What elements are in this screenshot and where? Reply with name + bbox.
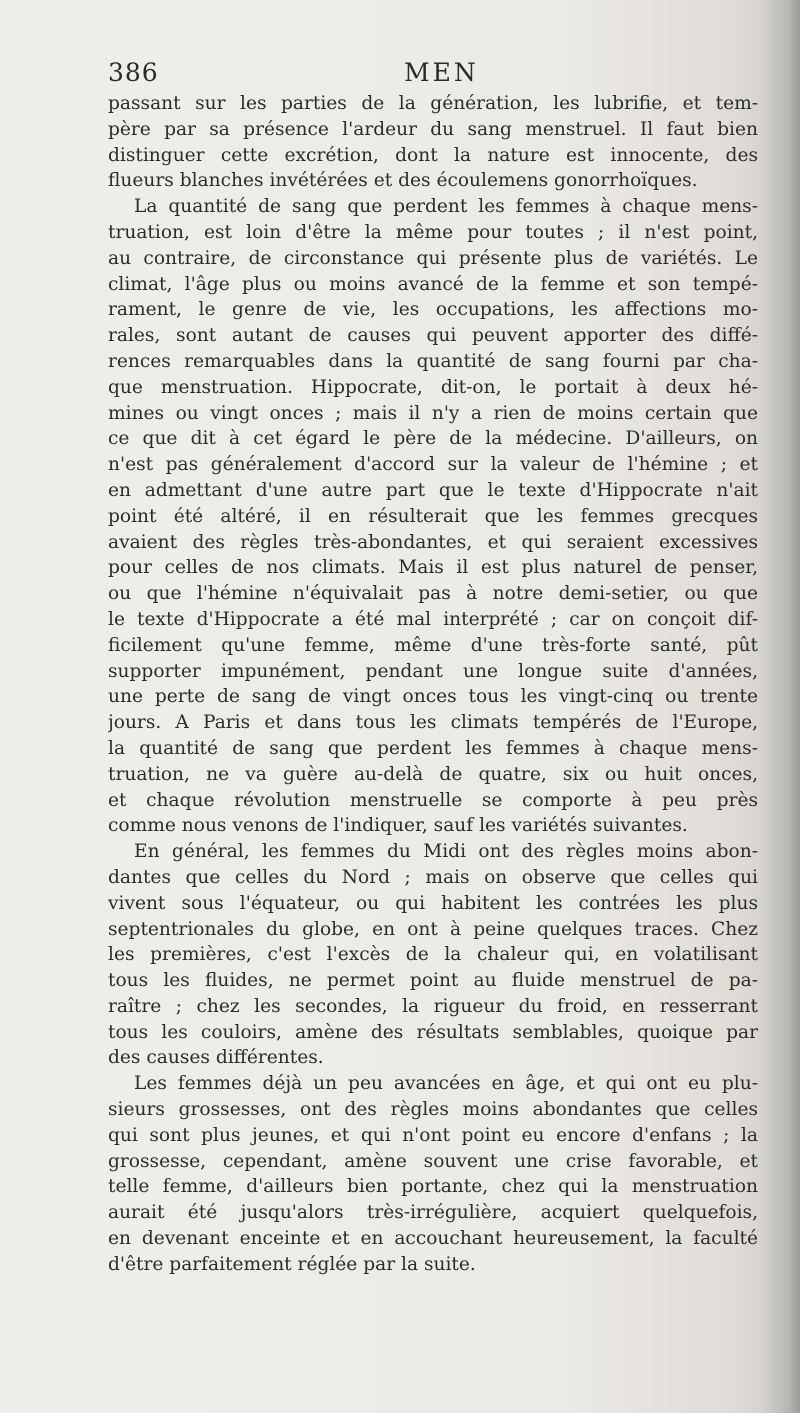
text-line: les premières, c'est l'excès de la chaleur qui, en volatilisant — [108, 944, 758, 966]
text-line: point été altéré, il en résulterait que les femmes grecques — [108, 505, 758, 527]
text-line: mines ou vingt onces ; mais il n'y a rien de moins certain que — [108, 402, 758, 424]
text-line: aurait été jusqu'alors très-irrégulière, acquiert quelquefois, — [108, 1202, 758, 1224]
text-line: telle femme, d'ailleurs bien portante, chez qui la menstruation — [108, 1176, 758, 1198]
paragraph — [108, 194, 758, 839]
text-line: sieurs grossesses, ont des règles moins abondantes que celles — [108, 1099, 758, 1121]
text-line: père par sa présence l'ardeur du sang menstruel. Il faut bien — [108, 118, 758, 140]
text-line: distinguer cette excrétion, dont la nature est innocente, des — [108, 144, 758, 166]
text-line: une perte de sang de vingt onces tous les vingt-cinq ou trente — [108, 686, 758, 708]
text-line: pour celles de nos climats. Mais il est plus naturel de penser, — [108, 557, 758, 579]
paragraph — [108, 839, 758, 1071]
text-line: ou que l'hémine n'équivalait pas à notre demi-setier, ou que — [108, 583, 758, 605]
text-line: rament, le genre de vie, les occupations, les affections mo- — [108, 299, 758, 321]
text-line: truation, ne va guère au-delà de quatre, six ou huit onces, — [108, 763, 758, 785]
text-line: flueurs blanches invétérées et des écoulemens gonorrhoïques. — [108, 170, 698, 192]
text-line: le texte d'Hippocrate a été mal interprété ; car on conçoit dif- — [108, 608, 758, 630]
text-line: septentrionales du globe, en ont à peine quelques traces. Chez — [108, 918, 758, 940]
text-line: dantes que celles du Nord ; mais on observe que celles qui — [108, 866, 758, 888]
text-line: rales, sont autant de causes qui peuvent apporter des diffé- — [108, 325, 758, 347]
paragraph — [108, 1071, 758, 1277]
text-line: comme nous venons de l'indiquer, sauf les variétés suivantes. — [108, 815, 688, 837]
text-line: qui sont plus jeunes, et qui n'ont point eu encore d'enfans ; la — [108, 1124, 758, 1146]
text-line: passant sur les parties de la génération, les lubrifie, et tem- — [108, 93, 758, 114]
text-line: avaient des règles très-abondantes, et qui seraient excessives — [108, 531, 758, 553]
text-line: ficilement qu'une femme, même d'une très-forte santé, pût — [108, 634, 758, 656]
page-header — [108, 58, 756, 90]
text-line: raître ; chez les secondes, la rigueur du froid, en resserrant — [108, 995, 758, 1017]
text-line: grossesse, cependant, amène souvent une crise favorable, et — [108, 1150, 758, 1172]
text-line: Les femmes déjà un peu avancées en âge, et qui ont eu plu- — [134, 1073, 758, 1095]
text-line: truation, est loin d'être la même pour toutes ; il n'est point, — [108, 221, 758, 243]
body-text — [108, 91, 758, 1278]
text-line: au contraire, de circonstance qui présente plus de variétés. Le — [108, 247, 758, 269]
text-line: et chaque révolution menstruelle se comporte à peu près — [108, 789, 758, 811]
text-line: tous les fluides, ne permet point au fluide menstruel de pa- — [108, 970, 758, 992]
text-line: vivent sous l'équateur, ou qui habitent les contrées les plus — [108, 892, 758, 914]
text-line: d'être parfaitement réglée par la suite. — [108, 1253, 476, 1275]
text-line: En général, les femmes du Midi ont des règles moins abon- — [134, 841, 758, 863]
page-number: 386 — [108, 58, 159, 87]
text-line: supporter impunément, pendant une longue suite d'années, — [108, 660, 758, 682]
text-line: que menstruation. Hippocrate, dit-on, le portait à deux hé- — [108, 376, 758, 398]
text-line: rences remarquables dans la quantité de sang fourni par cha- — [108, 350, 758, 372]
text-line: ce que dit à cet égard le père de la médecine. D'ailleurs, on — [108, 428, 758, 450]
running-head: MEN — [404, 58, 479, 87]
text-line: climat, l'âge plus ou moins avancé de la femme et son tempé- — [108, 273, 758, 295]
text-line: La quantité de sang que perdent les femmes à chaque mens- — [134, 196, 758, 218]
text-line: en devenant enceinte et en accouchant heureusement, la faculté — [108, 1228, 758, 1250]
text-line: la quantité de sang que perdent les femmes à chaque mens- — [108, 737, 758, 759]
text-line: jours. A Paris et dans tous les climats tempérés de l'Europe, — [108, 712, 758, 734]
text-line: des causes différentes. — [108, 1047, 324, 1069]
text-line: tous les couloirs, amène des résultats semblables, quoique par — [108, 1021, 758, 1043]
text-line: en admettant d'une autre part que le texte d'Hippocrate n'ait — [108, 479, 758, 501]
text-line: n'est pas généralement d'accord sur la valeur de l'hémine ; et — [108, 454, 758, 476]
paragraph — [108, 91, 758, 194]
page-edge-shadow — [760, 0, 800, 1413]
